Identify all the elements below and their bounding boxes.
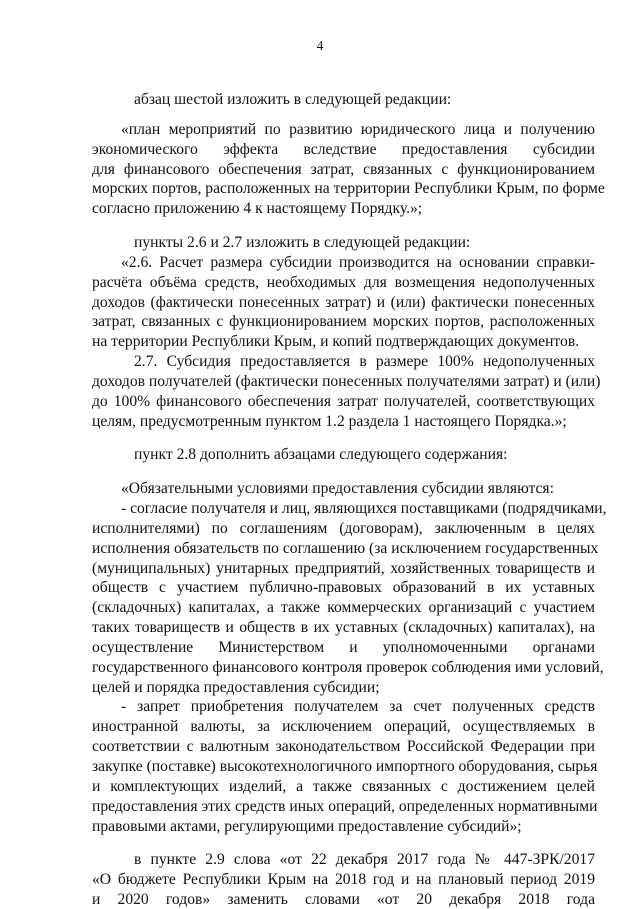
paragraph-line: для финансового обеспечения затрат, связанных с функционированием	[92, 160, 595, 178]
paragraph-line: и комплектующих изделий, а также связанных с достижением целей	[92, 777, 595, 795]
paragraph-line: правовыми актами, регулирующими предоставление субсидий»;	[92, 817, 522, 835]
paragraph-line: исполнителями) по соглашениям (договорам), заключенным в целях	[92, 519, 595, 537]
paragraph-line: обществ с участием публично-правовых образований в их уставных	[92, 579, 595, 597]
paragraph-line: осуществление Министерством и уполномоченными органами	[92, 638, 595, 656]
paragraph-line: соответствии с валютным законодательством Российской Федерации при	[92, 738, 595, 756]
paragraph-line: таких товариществ и обществ в их уставных (складочных) капиталах), на	[92, 619, 595, 636]
paragraph-line: расчёта объёма средств, необходимых для возмещения недополученных	[92, 273, 595, 291]
paragraph-line: доходов получателей (фактически понесенных получателями затрат) и (или)	[92, 372, 601, 390]
paragraph-line: «2.6. Расчет размера субсидии производится на основании справки-	[121, 253, 595, 271]
page-number: 4	[316, 38, 324, 53]
paragraph-line: (муниципальных) унитарных предприятий, хозяйственных товариществ и	[92, 559, 595, 577]
paragraph-line: «план мероприятий по развитию юридического лица и получению	[121, 120, 595, 138]
paragraph-line: «Обязательными условиями предоставления субсидии являются:	[121, 480, 554, 498]
paragraph-line: иностранной валюты, за исключением операций, осуществляемых в	[92, 718, 595, 736]
paragraph-line: и 2020 годов» заменить словами «от 20 декабря 2018 года	[92, 891, 595, 908]
paragraph-line: целям, предусмотренным пунктом 1.2 раздела 1 настоящего Порядка.»;	[92, 412, 567, 430]
paragraph-line: на территории Республики Крым, и копий подтверждающих документов.	[92, 333, 580, 351]
paragraph-line: (складочных) капиталах, а также коммерческих организаций с участием	[92, 599, 595, 617]
paragraph-line: 2.7. Субсидия предоставляется в размере 100% недополученных	[134, 353, 595, 370]
paragraph-line: закупке (поставке) высокотехнологичного импортного оборудования, сырья	[92, 758, 598, 775]
paragraph-line: «О бюджете Республики Крым на 2018 год и на плановый период 2019	[92, 871, 595, 889]
paragraph-line: морских портов, расположенных на территории Республики Крым, по форме	[92, 180, 605, 198]
paragraph-line: в пункте 2.9 слова «от 22 декабря 2017 года № 447-ЗРК/2017	[134, 851, 595, 869]
paragraph-line: до 100% финансового обеспечения затрат получателей, соответствующих	[92, 392, 595, 410]
paragraph-line: предоставления этих средств иных операций, определенных нормативными	[92, 797, 598, 815]
paragraph-line: экономического эффекта вследствие предоставления субсидии	[92, 140, 595, 158]
paragraph-line: доходов (фактически понесенных затрат) и (или) фактически понесенных	[92, 293, 595, 311]
paragraph-line: затрат, связанных с функционированием морских портов, расположенных	[92, 313, 595, 331]
paragraph-line: пункты 2.6 и 2.7 изложить в следующей редакции:	[134, 233, 471, 251]
paragraph-line: государственного финансового контроля проверок соблюдения ими условий,	[92, 658, 604, 676]
paragraph-line: согласно приложению 4 к настоящему Порядку.»;	[92, 200, 423, 218]
paragraph-line: исполнения обязательств по соглашению (за исключением государственных	[92, 539, 599, 557]
paragraph-line: целей и порядка предоставления субсидии;	[92, 678, 380, 696]
paragraph-line: - согласие получателя и лиц, являющихся поставщиками (подрядчиками,	[121, 499, 607, 517]
paragraph-line: пункт 2.8 дополнить абзацами следующего содержания:	[134, 446, 508, 464]
paragraph-line: - запрет приобретения получателем за счет полученных средств	[121, 698, 595, 716]
paragraph-line: абзац шестой изложить в следующей редакции:	[134, 91, 452, 108]
